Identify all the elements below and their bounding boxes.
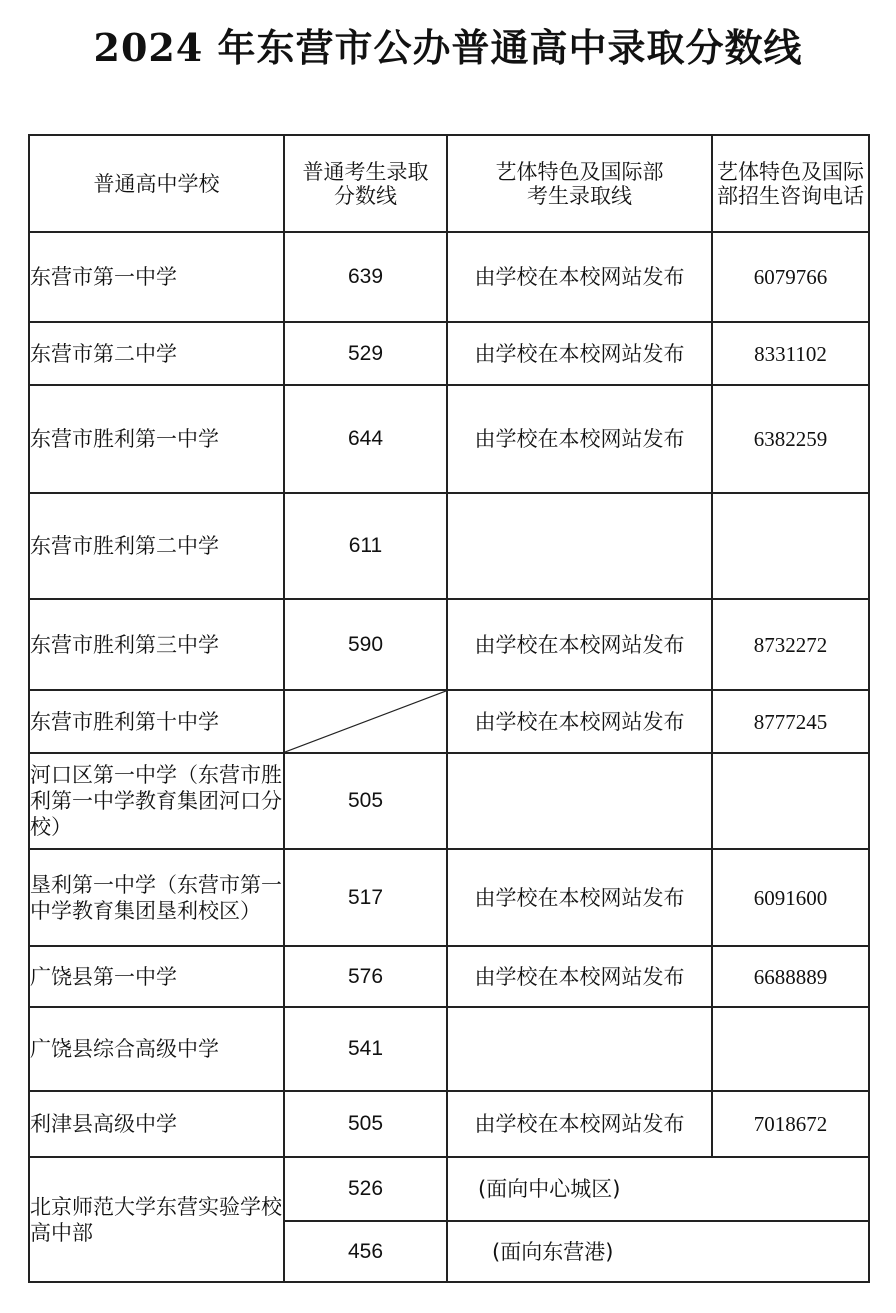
- score-value: 529: [284, 322, 447, 385]
- page-title: 2024 年东营市公办普通高中录取分数线: [93, 25, 803, 70]
- table-row: [29, 493, 869, 599]
- art-line: 由学校在本校网站发布: [447, 385, 712, 493]
- score-value: 576: [284, 946, 447, 1007]
- header-phone: 艺体特色及国际部招生咨询电话: [712, 135, 869, 232]
- art-line: 由学校在本校网站发布: [447, 946, 712, 1007]
- score-value: 517: [284, 849, 447, 946]
- art-line: [447, 1007, 712, 1091]
- score-value: 541: [284, 1007, 447, 1091]
- school-name: 东营市胜利第三中学: [29, 599, 284, 690]
- admission-score-table: [28, 134, 870, 1283]
- score-value: 639: [284, 232, 447, 322]
- header-school: 普通高中学校: [29, 135, 284, 232]
- table-row: [29, 1091, 869, 1157]
- score-value: 611: [284, 493, 447, 599]
- school-name: 东营市胜利第二中学: [29, 493, 284, 599]
- school-name: 东营市胜利第十中学: [29, 690, 284, 753]
- school-name: 北京师范大学东营实验学校高中部: [29, 1157, 284, 1282]
- school-name: 东营市胜利第一中学: [29, 385, 284, 493]
- score-note-text: (面向东营港): [492, 1239, 614, 1264]
- phone-number: 6382259: [712, 385, 869, 493]
- score-note: [447, 1157, 869, 1221]
- art-line: 由学校在本校网站发布: [447, 322, 712, 385]
- score-value: 505: [284, 753, 447, 849]
- school-name: 东营市第一中学: [29, 232, 284, 322]
- phone-number: 8331102: [712, 322, 869, 385]
- art-line: 由学校在本校网站发布: [447, 599, 712, 690]
- art-line: [447, 493, 712, 599]
- table-row: [29, 753, 869, 849]
- score-value: 590: [284, 599, 447, 690]
- header-score: 普通考生录取分数线: [284, 135, 447, 232]
- score-note: [447, 1221, 869, 1282]
- school-name: 利津县高级中学: [29, 1091, 284, 1157]
- table-row-split-top: [29, 1157, 869, 1221]
- table-row: [29, 322, 869, 385]
- table-row: [29, 599, 869, 690]
- table-header-row: [29, 135, 869, 232]
- table-row: [29, 690, 869, 753]
- score-value: 456: [284, 1221, 447, 1282]
- phone-number: [712, 1007, 869, 1091]
- table-row: [29, 232, 869, 322]
- table-row: [29, 1007, 869, 1091]
- phone-number: 8777245: [712, 690, 869, 753]
- header-art: 艺体特色及国际部考生录取线: [447, 135, 712, 232]
- school-name: 广饶县第一中学: [29, 946, 284, 1007]
- table-row: [29, 385, 869, 493]
- score-value: 644: [284, 385, 447, 493]
- diagonal-slash: [285, 691, 446, 752]
- score-value: 526: [284, 1157, 447, 1221]
- table-row: [29, 946, 869, 1007]
- phone-number: 8732272: [712, 599, 869, 690]
- phone-number: 6091600: [712, 849, 869, 946]
- art-line: 由学校在本校网站发布: [447, 232, 712, 322]
- score-value: 505: [284, 1091, 447, 1157]
- score-note-text: (面向中心城区): [478, 1177, 621, 1201]
- art-line: 由学校在本校网站发布: [447, 849, 712, 946]
- phone-number: [712, 493, 869, 599]
- table-row: [29, 849, 869, 946]
- score-value-slash: [284, 690, 447, 753]
- phone-number: 6688889: [712, 946, 869, 1007]
- art-line: 由学校在本校网站发布: [447, 690, 712, 753]
- art-line: [447, 753, 712, 849]
- school-name: 东营市第二中学: [29, 322, 284, 385]
- phone-number: 6079766: [712, 232, 869, 322]
- art-line: 由学校在本校网站发布: [447, 1091, 712, 1157]
- school-name: 垦利第一中学（东营市第一中学教育集团垦利校区）: [29, 849, 284, 946]
- school-name: 广饶县综合高级中学: [29, 1007, 284, 1091]
- phone-number: 7018672: [712, 1091, 869, 1157]
- school-name: 河口区第一中学（东营市胜利第一中学教育集团河口分校）: [29, 753, 284, 849]
- phone-number: [712, 753, 869, 849]
